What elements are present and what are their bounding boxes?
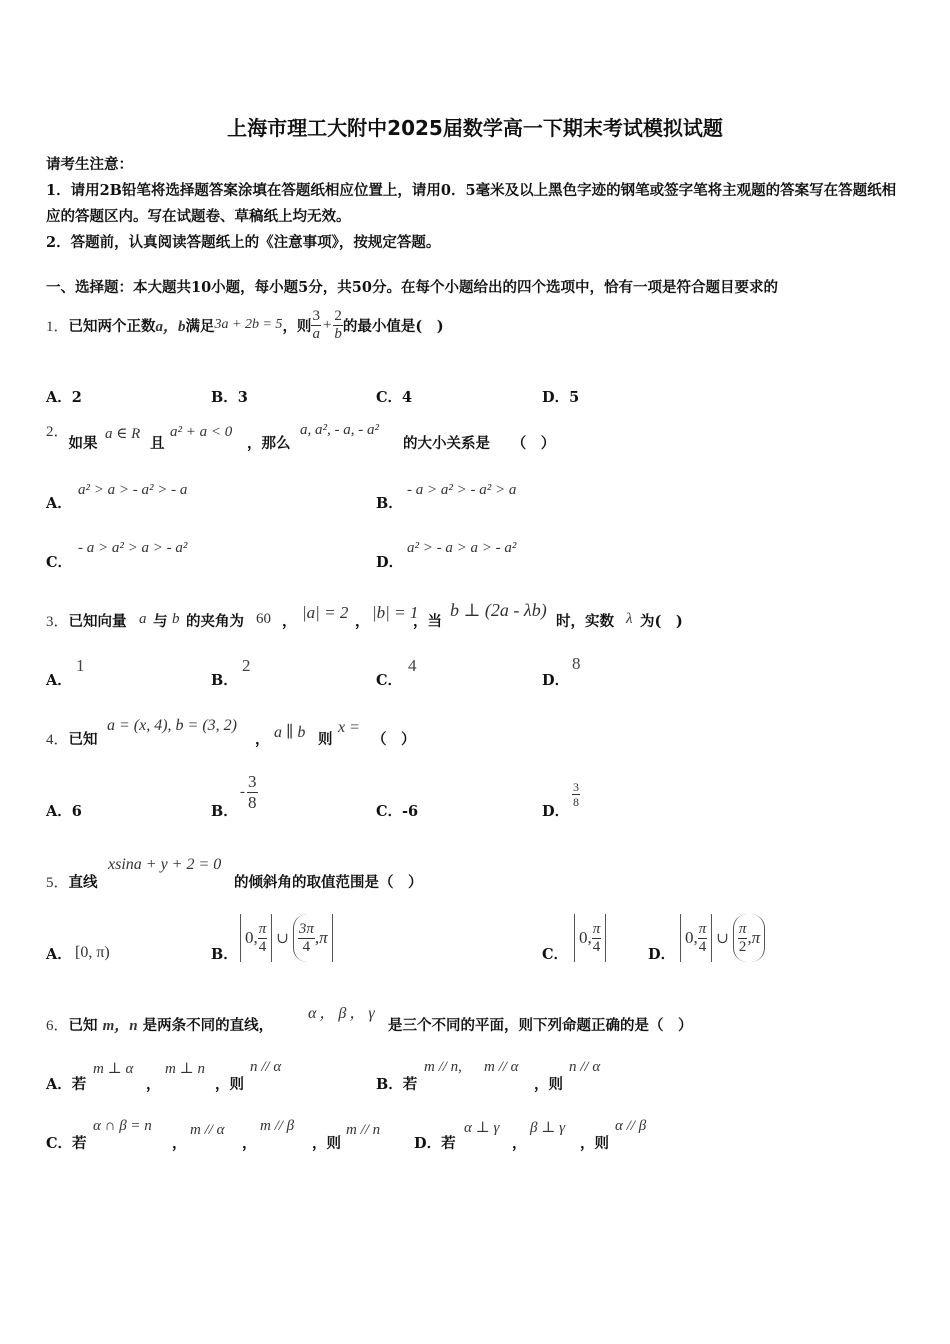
q4-option-b-value: - $\frac{3}{8}$ <box>240 772 257 812</box>
q3-text-post: 时，实数 <box>556 613 614 630</box>
q3-lambda: λ <box>626 611 633 627</box>
q3-vector-a: a <box>139 611 147 627</box>
q3-text-mid: 的夹角为 <box>186 613 244 630</box>
q6-option-d-then: ，则 <box>580 1135 609 1152</box>
q1-vars: a，b <box>155 318 186 335</box>
section-heading: 一、选择题：本大题共10小题，每小题5分，共50分。在每个小题给出的四个选项中，恰有一项是符合题目要求的 <box>46 279 778 296</box>
q1-option-d[interactable]: D．5 <box>542 389 580 406</box>
q3-norm-b: |b| = 1 <box>372 603 419 622</box>
q3-option-a-value: 1 <box>76 656 85 675</box>
notes-item-1: 1．请用2B铅笔将选择题答案涂填在答题纸相应位置上，请用0．5毫米及以上黑色字迹的钢笔或签字笔将主观题的答案写在答题纸相应的答题区内。写在试题卷、草稿纸上均无效。 <box>46 182 897 225</box>
q5-number: 5． <box>46 875 69 891</box>
q5-equation: xsina + y + 2 = 0 <box>108 856 222 873</box>
q3-option-b-value: 2 <box>242 656 251 675</box>
q3-number: 3． <box>46 614 69 630</box>
notes-item-2: 2．答题前，认真阅读答题纸上的《注意事项》，按规定答题。 <box>46 234 441 251</box>
q4-option-d-label[interactable]: D． <box>542 803 570 820</box>
q6-text-pre: 已知 <box>68 1017 98 1034</box>
q1-text-then: ，则 <box>282 317 312 335</box>
q6-option-c-cond-1: α ∩ β = n <box>93 1118 152 1134</box>
q5-option-c-value: 0, $\frac{\pi}{4}$ <box>574 914 606 962</box>
q6-option-c-label[interactable]: C．若 <box>46 1135 87 1152</box>
q2-text-pre: 如果 <box>68 435 98 452</box>
q1-option-b[interactable]: B．3 <box>211 389 248 406</box>
q2-then: ，那么 <box>247 435 291 452</box>
q3-option-c-value: 4 <box>408 656 417 675</box>
q5-option-d-value: 0, $\frac{\pi}{4}$ ∪ $\frac{\pi}{2}$ ,π <box>680 914 765 962</box>
q6-option-c-cond-2: m // α <box>190 1122 225 1138</box>
q4-text-pre: 已知 <box>68 731 98 748</box>
q2-number: 2． <box>46 424 69 440</box>
q2-option-d-label[interactable]: D． <box>376 554 404 571</box>
q5-option-d-label[interactable]: D． <box>648 946 676 963</box>
q1-number: 1． <box>46 318 69 335</box>
q6-option-a-cond-2: m ⊥ n <box>165 1061 205 1077</box>
q6-option-a-label[interactable]: A．若 <box>46 1076 87 1093</box>
q6-lead <box>46 1014 273 1035</box>
q6-option-d-sep: ， <box>512 1135 527 1152</box>
q1-fraction-2: $\frac{2}{b}$ <box>334 307 342 342</box>
q6-option-c-result: m // n <box>346 1122 381 1138</box>
q4-text-post: （ ） <box>372 731 416 748</box>
q6-option-d-label[interactable]: D．若 <box>414 1135 456 1152</box>
q3-condition: b ⊥ (2a - λb) <box>450 600 547 620</box>
q6-option-c-sep-2: ， <box>242 1135 257 1152</box>
q3-option-a-label[interactable]: A． <box>46 672 72 689</box>
q5-text-post: 的倾斜角的取值范围是（ ） <box>234 874 423 891</box>
q6-option-d-result: α // β <box>615 1118 647 1134</box>
q6-option-b-cond-2: m // α <box>484 1059 519 1075</box>
q2-cond-2: a² + a < 0 <box>170 424 233 440</box>
q2-cond-3: a, a², - a, - a² <box>300 422 379 438</box>
q2-option-b-label[interactable]: B． <box>376 495 403 512</box>
q1-text-pre: 已知两个正数 <box>68 317 156 335</box>
q6-option-d-cond-1: α ⊥ γ <box>464 1120 500 1136</box>
q2-cond-1: a ∈ R <box>105 426 141 442</box>
q1-plus: + <box>322 316 332 333</box>
q2-option-d-value: a² > - a > a > - a² <box>407 540 517 556</box>
page-title: 上海市理工大附中2025届数学高一下期末考试模拟试题 <box>227 116 723 140</box>
q1-option-a[interactable]: A．2 <box>46 389 82 406</box>
q3-comma: ， <box>282 613 297 630</box>
q2-option-a-value: a² > a > - a² > - a <box>78 482 188 498</box>
q6-option-b-then: ，则 <box>534 1076 563 1093</box>
q4-lead <box>46 728 98 749</box>
question-1 <box>46 304 444 346</box>
q5-option-c-label[interactable]: C． <box>542 946 569 963</box>
q6-option-b-cond-1: m // n, <box>424 1059 462 1075</box>
q4-parallel: a ∥ b <box>274 724 306 741</box>
q2-option-c-value: - a > a² > a > - a² <box>78 540 188 556</box>
q6-planes: α，β，γ <box>308 1005 378 1022</box>
q1-option-c[interactable]: C．4 <box>376 389 413 406</box>
q2-and: 且 <box>150 435 165 452</box>
q6-option-c-cond-3: m // β <box>260 1118 295 1134</box>
q5-option-a-value: [0, π) <box>75 944 110 961</box>
q1-text-post: 的最小值是( ) <box>342 317 444 335</box>
q6-option-d-cond-2: β ⊥ γ <box>530 1120 565 1136</box>
q6-text-mid: 是两条不同的直线， <box>142 1017 274 1034</box>
q1-condition: 3a + 2b = 5 <box>214 317 283 332</box>
q3-comma-2: ， <box>355 613 370 630</box>
q2-text-post: 的大小关系是 （ ） <box>403 435 556 452</box>
q3-angle: 60 <box>256 611 271 627</box>
q5-option-b-label[interactable]: B． <box>211 946 238 963</box>
q2-option-b-value: - a > a² > - a² > a <box>407 482 517 498</box>
q6-lines: m，n <box>102 1018 138 1034</box>
q6-option-c-then: ，则 <box>312 1135 341 1152</box>
q6-option-a-then: ，则 <box>215 1076 244 1093</box>
q6-option-a-result: n // α <box>250 1059 282 1075</box>
q4-number: 4． <box>46 732 69 748</box>
q4-then: 则 <box>318 731 333 748</box>
q5-lead <box>46 871 98 892</box>
q6-option-a-sep: ， <box>146 1076 161 1093</box>
q4-option-c[interactable]: C．-6 <box>376 803 419 820</box>
q5-option-a-label[interactable]: A． <box>46 946 72 963</box>
q6-option-c-sep-1: ， <box>172 1135 187 1152</box>
q5-text-pre: 直线 <box>68 874 98 891</box>
q6-number: 6． <box>46 1018 69 1034</box>
q3-option-c-label[interactable]: C． <box>376 672 403 689</box>
q6-option-a-cond-1: m ⊥ α <box>93 1061 134 1077</box>
q3-text-post2: 为( ) <box>640 613 683 630</box>
q3-option-b-label[interactable]: B． <box>211 672 238 689</box>
q3-lead <box>46 610 127 631</box>
exam-notes <box>46 152 906 256</box>
q3-when: ，当 <box>413 613 442 630</box>
q1-text-mid: 满足 <box>185 317 215 335</box>
q4-vectors: a = (x, 4), b = (3, 2) <box>107 717 238 734</box>
q4-option-d-value: $\frac{3}{8}$ <box>573 780 579 809</box>
q6-text-post: 是三个不同的平面，则下列命题正确的是（ ） <box>388 1017 693 1034</box>
q4-option-b-label[interactable]: B． <box>211 803 238 820</box>
q3-option-d-label[interactable]: D． <box>542 672 570 689</box>
q6-option-b-label[interactable]: B．若 <box>376 1076 418 1093</box>
q3-text-pre: 已知向量 <box>68 613 127 630</box>
q6-option-b-result: n // α <box>569 1059 601 1075</box>
q1-fraction-1: $\frac{3}{a}$ <box>312 307 320 342</box>
q3-norm-a: |a| = 2 <box>302 603 349 622</box>
q2-option-a-label[interactable]: A． <box>46 495 72 512</box>
q4-x: x = <box>338 719 360 736</box>
q5-option-b-value: 0, $\frac{\pi}{4}$ ∪ $\frac{3\pi}{4}$ ,π <box>240 914 333 962</box>
q4-option-a[interactable]: A．6 <box>46 803 82 820</box>
q3-with: 与 <box>153 613 168 630</box>
q2-option-c-label[interactable]: C． <box>46 554 73 571</box>
notes-heading: 请考生注意： <box>46 156 133 173</box>
q4-comma: ， <box>255 731 270 748</box>
question-2 <box>46 420 98 452</box>
q3-vector-b: b <box>172 611 180 627</box>
q3-option-d-value: 8 <box>572 654 581 673</box>
